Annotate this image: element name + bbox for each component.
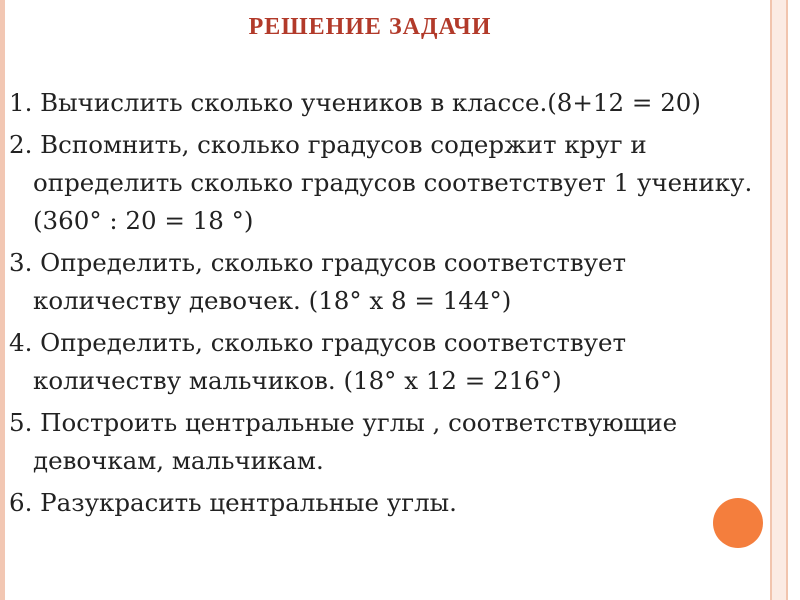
decorative-orange-circle: [713, 498, 763, 548]
slide-title: РЕШЕНИЕ ЗАДАЧИ: [248, 14, 492, 40]
solution-steps-list: [9, 84, 767, 526]
right-frame-outer-line: [786, 0, 788, 600]
step-item: 3. Определить, сколько градусов соответствует количеству девочек. (18° х 8 = 144°): [9, 248, 627, 315]
step-item: 4. Определить, сколько градусов соответствует количеству мальчиков. (18° х 12 = 216°): [9, 328, 627, 395]
right-frame-band: [772, 0, 786, 600]
step-item: 5. Построить центральные углы , соответствующие девочкам, мальчикам.: [9, 408, 678, 475]
step-item: 6. Разукрасить центральные углы.: [9, 488, 457, 517]
step-item: 2. Вспомнить, сколько градусов содержит круг и определить сколько градусов соответствует 1 ученику. (360° : 20 = 18 °): [9, 130, 753, 235]
step-item: 1. Вычислить сколько учеников в классе.(8+12 = 20): [9, 88, 701, 117]
right-frame-inner-line: [770, 0, 772, 600]
left-frame-border: [0, 0, 5, 600]
